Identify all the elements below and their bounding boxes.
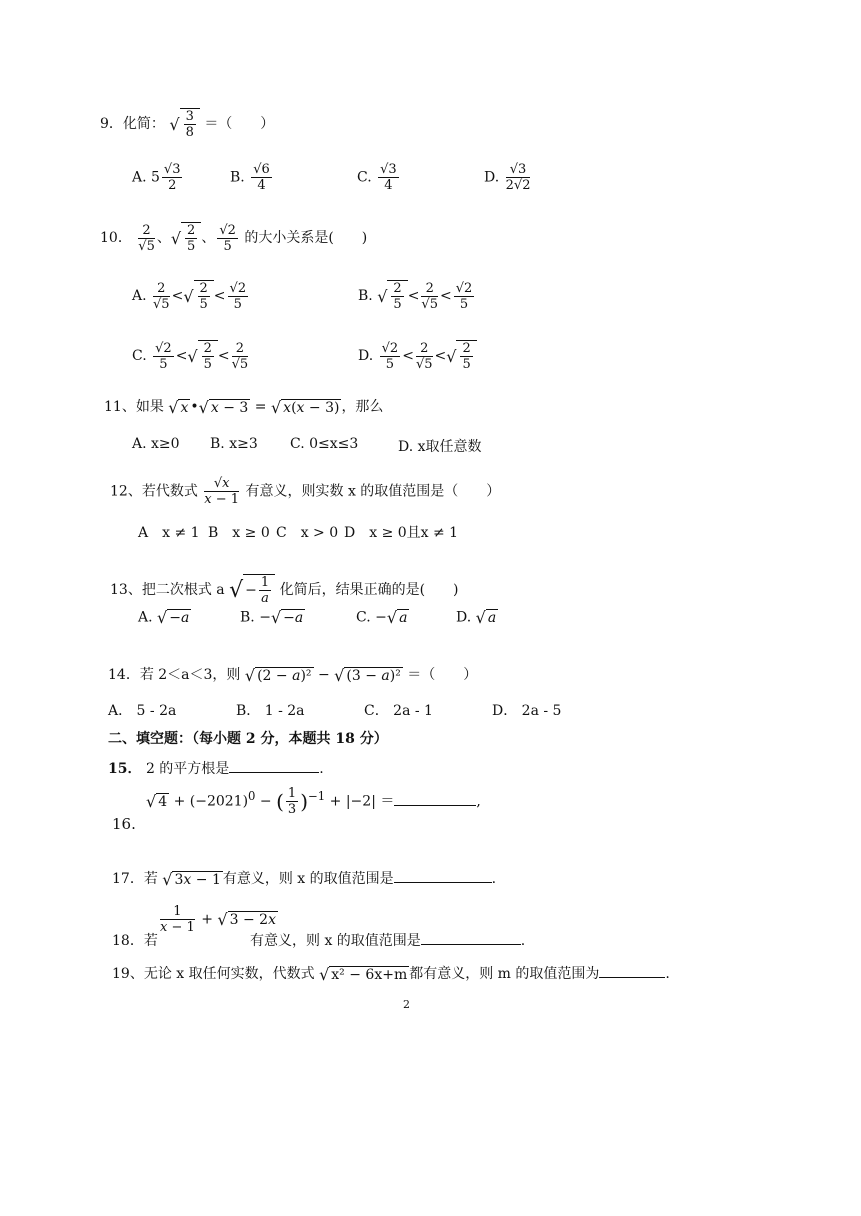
question-19: 19、无论 x 取任何实数，代数式 √ x² − 6x+m 都有意义，则 m 的取值范围为 . [112,964,670,984]
question-17: 17．若 √ 3x − 1 有意义，则 x 的取值范围是 . [112,869,497,889]
q13-opt-c-label: C. [356,609,371,626]
q9-label: 9．化简： [100,116,165,132]
section-2-heading: 二、填空题：（每小题 2 分，本题共 18 分） [108,731,388,747]
q11-label: 11、如果 [104,399,164,415]
q13-opt-a-label: A. [138,609,153,626]
q10-label: 10． [100,230,132,246]
q11-option-d: D. x取任意数 [398,439,482,455]
q10-opt-c-label: C. [132,348,147,364]
q11-option-b: B. x≥3 [210,436,258,452]
q11-tail: ，那么 [341,399,384,415]
question-14: 14．若 2＜a＜3，则 √ (2 − a)² − √ (3 − a)² ＝（ ） [108,665,478,685]
q9-option-b: B. $\frac{√6}{4}$ [230,162,270,193]
q11-option-a: A. x≥0 [132,436,180,452]
q12-option-c: C x > 0 [276,525,339,541]
q13-tail: 化简后，结果正确的是( ) [279,582,459,598]
q13-opt-d-label: D. [456,609,472,626]
q13-option-a: A. √ −a [138,608,190,627]
q14-label: 14．若 2＜a＜3，则 [108,667,241,683]
q9-opt-a-label: A. 5 [132,169,160,186]
q13-label: 13、把二次根式 a [110,582,225,598]
q10-opt-b-label: B. [358,288,373,304]
q19-answer-blank[interactable] [599,977,665,978]
q9-tail: ＝（ ） [204,116,275,132]
q18-end: . [520,933,526,949]
q18-tail: 有意义，则 x 的取值范围是 [250,933,421,949]
q12-option-a: A x ≠ 1 [138,525,200,541]
q10-option-a: A. $\frac{2}{√5}$ <√ $\frac{2}{5}$ < $\frac{√2}{5}$ [132,280,247,312]
question-15 [108,758,324,778]
q12-option-d: D x ≥ 0且x ≠ 1 [344,525,459,541]
q13-option-d: D. √ a [456,608,497,627]
question-16-expression: √ $4 + (-2021)^0$ − ( $\frac{1}{3}$ )$^{-1}$ + |−2| ＝ , [146,786,481,817]
q9-opt-c-label: C. [357,169,372,186]
q15-text: 2 的平方根是 [145,761,230,777]
q12-label: 12、若代数式 [110,483,198,500]
q16-end: , [476,793,481,810]
q9-option-a: A. 5 $\frac{√3}{2}$ [132,162,181,193]
q13-option-b: B. −√ −a [240,608,304,627]
q13-opt-b-label: B. [240,609,255,626]
q17-tail: 有意义，则 x 的取值范围是 [222,871,394,887]
q17-end: . [491,871,497,887]
q9-option-d: D. $\frac{√3}{2√2}$ [484,162,531,193]
q14-option-c: C． 2a - 1 [364,703,433,719]
question-11: 11、如果 √ x •√ x − 3 = √ x(x − 3) ，那么 [104,397,384,417]
q14-option-d: D． 2a - 5 [492,703,562,719]
question-12: 12、若代数式 $\frac{√x}{x - 1}$ 有意义，则实数 x 的取值范围是（ ） [110,476,501,507]
question-9 [100,108,274,140]
q17-text: 17．若 [112,871,158,887]
q19-end: . [665,966,670,982]
q10-opt-d-label: D. [358,348,374,364]
q19-tail: 都有意义，则 m 的取值范围为 [409,966,600,982]
q10-option-d: D. $\frac{√2}{5}$ < $\frac{2}{√5}$ <√ $\frac{2}{5}$ [358,340,477,372]
q15-answer-blank[interactable] [229,772,319,773]
q9-option-c: C. $\frac{√3}{4}$ [357,162,397,193]
q10-option-b: B. √ $\frac{2}{5}$ < $\frac{2}{√5}$ < $\frac{√2}{5}$ [358,280,473,312]
q9-opt-b-label: B. [230,169,245,186]
question-18 [112,930,158,950]
q18-expression: $\frac{1}{x - 1}$ + √ 3 − 2x [160,904,276,935]
q10-opt-a-label: A. [132,288,147,304]
q15-end: . [319,761,324,777]
q19-text: 19、无论 x 取任何实数，代数式 [112,966,315,982]
q10-option-c: C. $\frac{√2}{5}$ <√ $\frac{2}{5}$ < $\frac{2}{√5}$ [132,340,249,372]
q12-tail: 有意义，则实数 x 的取值范围是（ ） [245,483,501,500]
q16-number: 16. [112,815,136,833]
q13-option-c: C. −√ a [356,608,408,627]
q15-num: 15． [108,761,142,777]
q9-radical: √ $\frac{3}{8}$ [169,108,199,140]
q14-option-a: A． 5 - 2a [108,703,177,719]
q18-answer-blank[interactable] [421,944,521,945]
q10-tail: 的大小关系是( ) [244,230,368,246]
q11-option-c: C. 0≤x≤3 [290,436,359,452]
question-13: 13、把二次根式 a √ − $\frac{1}{a}$ 化简后，结果正确的是( ) [110,575,459,606]
q14-tail: ＝（ ） [407,667,478,683]
q17-answer-blank[interactable] [394,882,492,883]
q14-option-b: B． 1 - 2a [236,703,305,719]
page-number: 2 [403,998,410,1011]
q16-answer-blank[interactable] [394,805,476,806]
q18-text: 18．若 [112,933,158,949]
q12-option-b: B x ≥ 0 [208,525,270,541]
question-10: 10． $\frac{2}{√5}$ 、√ $\frac{2}{5}$ 、 $\frac{√2}{5}$ 的大小关系是( ) [100,222,368,254]
q9-opt-d-label: D. [484,169,500,186]
q18-tail-line [250,930,525,950]
